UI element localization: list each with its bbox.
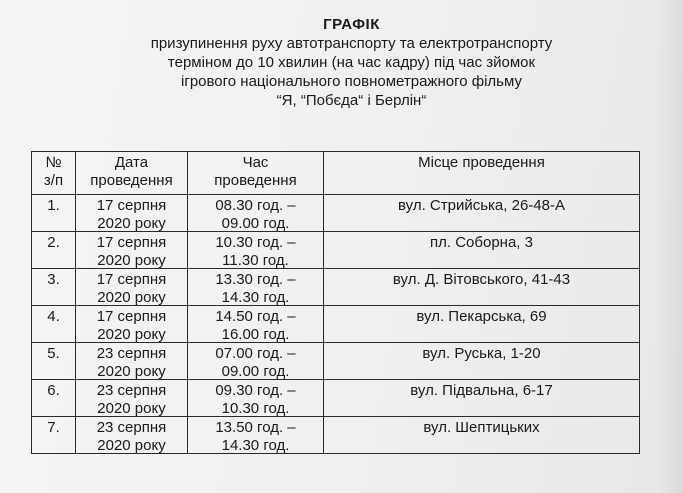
row-date-day: 17 серпня [96,271,167,288]
row-time-start: 13.50 год. – [215,419,296,436]
row-time-start: 14.50 год. – [215,308,296,325]
row-date-year: 2020 року [97,437,166,454]
row-place: пл. Соборна, 3 [430,234,533,251]
table-header-row [32,152,640,195]
row-number: 3. [47,271,60,288]
row-date-day: 17 серпня [96,234,167,251]
table-row [32,417,640,454]
row-place: вул. Пекарська, 69 [416,308,547,325]
row-number: 2. [47,234,60,251]
header-date-line2: проведення [90,172,173,189]
row-number: 4. [47,308,60,325]
row-time-start: 08.30 год. – [215,197,296,214]
header-time [188,152,324,195]
table-row [32,306,640,343]
row-time-end: 14.30 год. [221,437,290,454]
row-place: вул. Підвальна, 6-17 [410,382,553,399]
row-date-year: 2020 року [97,289,166,306]
row-time-end: 09.00 год. [221,363,290,380]
row-time-start: 13.30 год. – [215,271,296,288]
table-row [32,232,640,269]
header-place [324,152,640,195]
schedule-table [31,151,640,454]
row-time-start: 10.30 год. – [215,234,296,251]
row-date-year: 2020 року [97,326,166,343]
header-num-line1: № [45,154,62,171]
header-date [76,152,188,195]
row-number: 1. [47,197,60,214]
table-row [32,380,640,417]
row-place: вул. Руська, 1-20 [422,345,541,362]
document-header [0,15,683,110]
table-row [32,195,640,232]
subtitle-line-1: призупинення руху автотранспорту та електротранспорту [150,35,553,52]
row-date-year: 2020 року [97,215,166,232]
row-date-day: 17 серпня [96,197,167,214]
header-num-line2: з/п [43,172,64,189]
row-time-start: 09.30 год. – [215,382,296,399]
header-date-line1: Дата [114,154,149,171]
row-time-end: 14.30 год. [221,289,290,306]
row-date-day: 23 серпня [96,382,167,399]
row-date-day: 23 серпня [96,345,167,362]
header-place-label: Місце проведення [418,154,545,171]
row-time-end: 09.00 год. [221,215,290,232]
row-place: вул. Шептицьких [423,419,540,436]
header-time-line2: проведення [214,172,297,189]
row-time-end: 16.00 год. [221,326,290,343]
row-number: 5. [47,345,60,362]
row-date-day: 23 серпня [96,419,167,436]
row-time-start: 07.00 год. – [215,345,296,362]
row-date-year: 2020 року [97,363,166,380]
table-row [32,343,640,380]
header-num [32,152,76,195]
row-place: вул. Стрийська, 26-48-А [398,197,565,214]
row-place: вул. Д. Вітовського, 41-43 [392,271,571,288]
row-date-year: 2020 року [97,400,166,417]
row-date-year: 2020 року [97,252,166,269]
row-time-end: 10.30 год. [221,400,290,417]
row-time-end: 11.30 год. [222,252,289,269]
row-number: 6. [47,382,60,399]
subtitle-line-2: терміном до 10 хвилин (на час кадру) під час зйомок [167,54,536,71]
subtitle-line-4: “Я, “Побєда“ і Берлін“ [276,92,427,109]
document-title: ГРАФІК [323,16,380,33]
row-date-day: 17 серпня [96,308,167,325]
header-time-line1: Час [242,154,269,171]
table-row [32,269,640,306]
row-number: 7. [47,419,60,436]
subtitle-line-3: ігрового національного повнометражного фільму [181,73,522,90]
